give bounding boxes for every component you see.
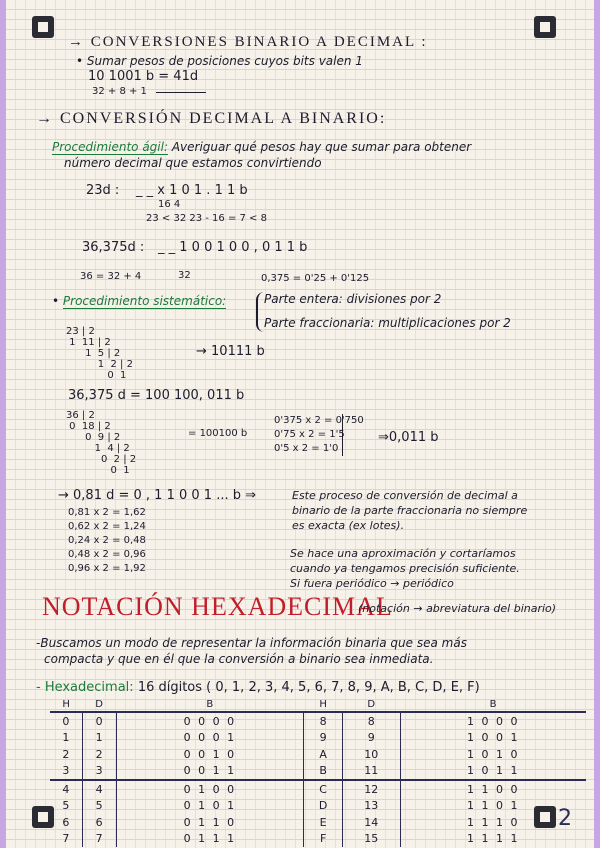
table-cell: 3 [62,764,70,778]
table-cell: 4 [50,780,82,798]
result-36: 36,375 d = 100 100, 011 b [68,388,245,403]
table-cell: 0 1 1 0 [116,814,304,831]
table-row [50,780,586,798]
ex2-bits: _ _ 1 0 0 1 0 0 , 0 1 1 b [158,240,308,255]
table-row [50,712,586,730]
table-cell: 1 [62,731,70,745]
ex2-note-2: 0,375 = 0'25 + 0'125 [261,273,370,284]
division-ladder: 23 | 2 1 11 | 2 1 5 | 2 1 2 | 2 0 1 [66,326,133,381]
table-cell: 2 [62,747,70,761]
hex-para-2: compacta y que en él que la conversión a binario sea inmediata. [44,652,434,666]
table-cell: 1 0 0 1 [400,730,586,747]
ex3-notes-2: Se hace una aproximación y cortaríamos cuando ya tengamos precisión suficiente. Si fuera periódico → periódico [290,547,520,590]
ex1-bits: _ _ x 1 0 1 . 1 1 b [136,183,248,198]
table-cell: 11 [343,763,400,781]
table-cell: 1 0 1 1 [400,763,586,781]
table-cell: 0 0 1 1 [116,763,304,781]
ex2-lhs: 36,375d : [82,240,145,255]
hex-table [50,697,586,847]
frac-result: ⇒0,011 b [378,430,439,445]
col-header-h: H [50,697,82,712]
col-header-d: D [343,697,400,712]
table-row [50,746,586,763]
corner-marker-icon [32,16,54,38]
sys-label: • Procedimiento sistemático: [52,294,227,308]
table-cell: 5 [62,799,70,813]
table-cell: E [304,814,343,831]
table-cell: 5 [82,798,116,815]
table-cell: 0 0 1 0 [116,746,304,763]
col-header-b: B [116,697,304,712]
corner-marker-icon [534,16,556,38]
table-cell: 9 [304,730,343,747]
table-cell: 1 1 1 1 [400,831,586,848]
table-cell: 7 [82,831,116,848]
table-row [50,814,586,831]
col-header-h: H [304,697,343,712]
table-cell: 3 [82,763,116,781]
agile-line: Procedimiento ágil: Averiguar qué pesos hay que sumar para obtener [52,140,472,154]
arrow-icon [156,92,206,93]
table-cell: 1 0 0 0 [400,712,586,730]
agile-line-2: número decimal que estamos convirtiendo [64,156,322,170]
int-result: = 100100 b [188,428,248,439]
ex1-note: 23 < 32 23 - 16 = 7 < 8 [146,213,267,224]
ex3-mults: 0,81 x 2 = 1,62 0,62 x 2 = 1,24 0,24 x 2 = 0,48 0,48 x 2 = 0,96 0,96 x 2 = 1,92 [68,507,146,574]
table-cell: 6 [62,815,70,829]
col-header-d: D [82,697,116,712]
table-cell: 13 [343,798,400,815]
table-cell: A [304,746,343,763]
table-cell: 1 [82,730,116,747]
table-cell: 7 [62,832,70,846]
table-cell: B [304,763,343,781]
table-cell: 2 [82,746,116,763]
hex-para-1: -Buscamos un modo de representar la información binaria que sea más [36,636,467,650]
col-header-b: B [400,697,586,712]
table-cell: 8 [343,712,400,730]
section-title-dec-bin: → CONVERSIÓN DECIMAL A BINARIO: [36,110,387,127]
table-cell: 1 1 1 0 [400,814,586,831]
section-title-hex: NOTACIÓN HEXADECIMAL [42,592,393,621]
table-row [50,831,586,848]
table-cell: 0 0 0 0 [116,712,304,730]
page-number: 2 [558,806,572,831]
ex1-lhs: 23d : [86,183,120,198]
ex3-notes: Este proceso de conversión de decimal a binario de la parte fraccionaria no siempre es exacta (ex lotes). [292,489,528,532]
table-cell: 9 [343,730,400,747]
ex1-weights: 16 4 [158,199,181,210]
table-cell: D [304,798,343,815]
table-cell: C [304,780,343,798]
table-cell: 1 1 0 1 [400,798,586,815]
table-cell: 0 1 0 1 [116,798,304,815]
ex3-line: → 0,81 d = 0 , 1 1 0 0 1 ... b ⇒ [58,488,257,503]
sys-part-2: Parte fraccionaria: multiplicaciones por 2 [264,316,511,330]
example-sum: 32 + 8 + 1 [92,86,147,97]
table-row [50,730,586,747]
mult-lines: 0'375 x 2 = 0'750 0'75 x 2 = 1'5 0'5 x 2 = 1'0 [274,415,364,454]
hex-digits: - Hexadecimal: 16 dígitos ( 0, 1, 2, 3, 4, 5, 6, 7, 8, 9, A, B, C, D, E, F) [36,680,480,695]
section-title-bin-dec: → CONVERSIONES BINARIO A DECIMAL : [68,34,428,50]
table-cell: 12 [343,780,400,798]
bullet-text: • Sumar pesos de posiciones cuyos bits valen 1 [76,54,363,68]
ex2-weight: 32 [178,270,191,281]
table-cell: 0 0 0 1 [116,730,304,747]
table-cell: 6 [82,814,116,831]
table-row [50,763,586,781]
table-cell: 15 [343,831,400,848]
example-bin-dec: 10 1001 b = 41d [88,69,199,84]
table-cell: 0 1 0 0 [116,780,304,798]
table-cell: 14 [343,814,400,831]
column-divider [342,414,343,456]
table-cell: 4 [82,780,116,798]
table-cell: 8 [304,712,343,730]
div-result: → 10111 b [196,344,265,359]
sys-part-1: Parte entera: divisiones por 2 [264,292,442,306]
table-cell: 0 [62,714,70,728]
table-cell: 10 [343,746,400,763]
table-row [50,798,586,815]
ex2-note-1: 36 = 32 + 4 [80,271,142,282]
table-cell: 1 0 1 0 [400,746,586,763]
table-cell: 1 1 0 0 [400,780,586,798]
hex-title-note: (notación → abreviatura del binario) [358,602,557,615]
division-ladder-36: 36 | 2 0 18 | 2 0 9 | 2 1 4 | 2 0 2 | 2 0 1 [66,410,137,476]
table-cell: 0 1 1 1 [116,831,304,848]
table-cell: 0 [82,712,116,730]
table-cell: F [304,831,343,848]
